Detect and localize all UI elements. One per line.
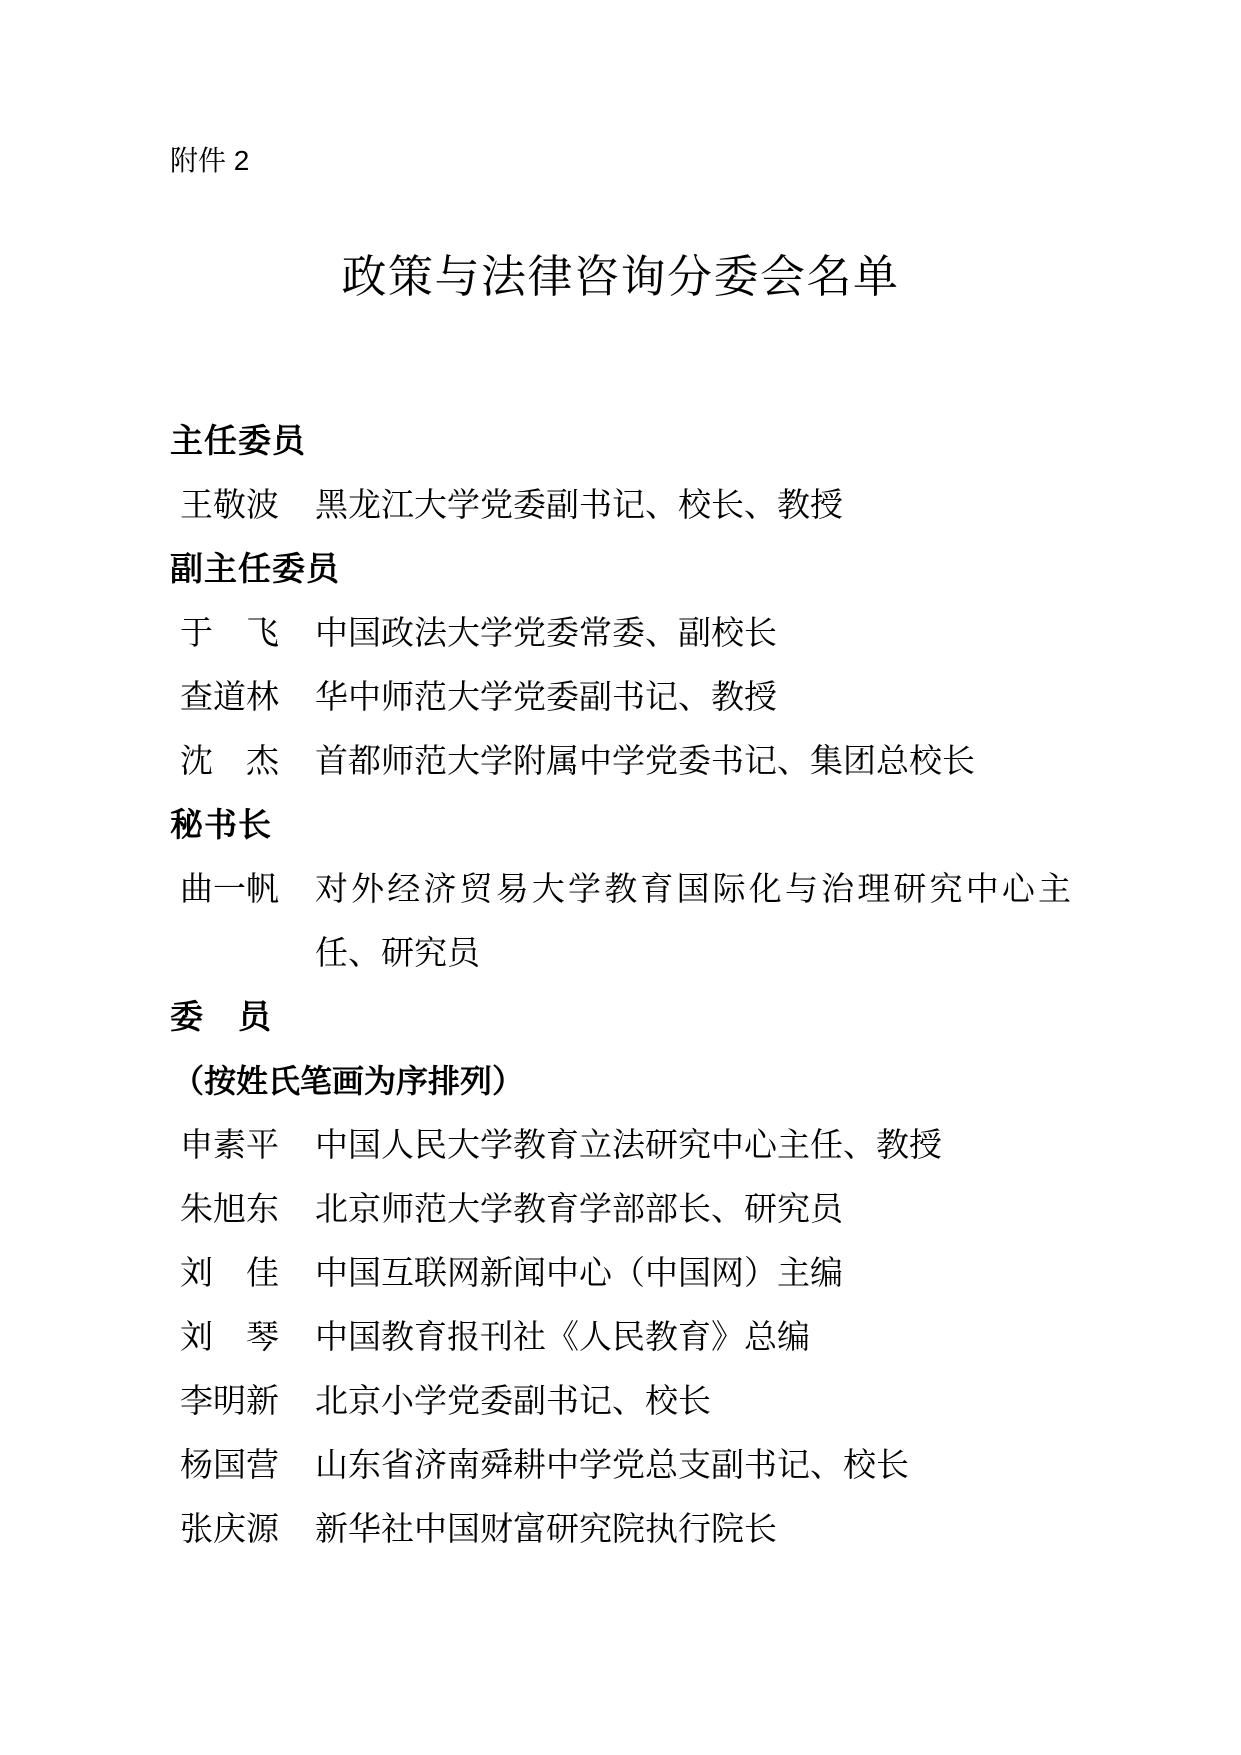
member-row (170, 1113, 1071, 1177)
member-name: 王敬波 (180, 486, 279, 523)
member-position: 对外经济贸易大学教育国际化与治理研究中心主任、研究员 (315, 870, 1071, 971)
member-name: 张庆源 (180, 1510, 279, 1547)
section-heading-members: 委 员 (170, 998, 272, 1035)
member-position: 北京小学党委副书记、校长 (315, 1382, 711, 1419)
member-name: 查道林 (180, 678, 279, 715)
sort-order-note: （按姓氏笔画为序排列） (172, 1063, 525, 1099)
member-position: 北京师范大学教育学部部长、研究员 (315, 1190, 843, 1227)
member-row (170, 473, 1071, 537)
member-name: 曲一帆 (180, 870, 279, 907)
member-row (170, 1177, 1071, 1241)
member-position: 中国政法大学党委常委、副校长 (315, 614, 777, 651)
member-name: 朱旭东 (180, 1190, 279, 1227)
member-row (170, 1241, 1071, 1305)
member-row (170, 857, 1071, 985)
member-row (170, 1369, 1071, 1433)
member-name: 李明新 (180, 1382, 279, 1419)
section-heading-secretary-general: 秘书长 (170, 806, 272, 843)
committee-list (170, 409, 1071, 1561)
member-position: 中国互联网新闻中心（中国网）主编 (315, 1254, 843, 1291)
member-row (170, 729, 1071, 793)
document-title: 政策与法律咨询分委会名单 (341, 251, 900, 302)
member-row (170, 1433, 1071, 1497)
member-row (170, 601, 1071, 665)
member-row (170, 1305, 1071, 1369)
member-name: 申素平 (180, 1126, 279, 1163)
member-position: 中国教育报刊社《人民教育》总编 (315, 1318, 810, 1355)
member-name: 刘 佳 (180, 1254, 279, 1291)
member-position: 华中师范大学党委副书记、教授 (315, 678, 777, 715)
attachment-label: 附件 2 (170, 145, 250, 176)
member-name: 杨国营 (180, 1446, 279, 1483)
member-position: 山东省济南舜耕中学党总支副书记、校长 (315, 1446, 909, 1483)
member-position: 中国人民大学教育立法研究中心主任、教授 (315, 1126, 942, 1163)
section-heading-director: 主任委员 (170, 422, 306, 459)
member-position: 新华社中国财富研究院执行院长 (315, 1510, 777, 1547)
member-name: 刘 琴 (180, 1318, 279, 1355)
member-row (170, 1497, 1071, 1561)
member-position: 首都师范大学附属中学党委书记、集团总校长 (315, 742, 975, 779)
section-heading-deputy-director: 副主任委员 (170, 550, 340, 587)
member-position: 黑龙江大学党委副书记、校长、教授 (315, 486, 843, 523)
member-name: 于 飞 (180, 614, 279, 651)
member-name: 沈 杰 (180, 742, 279, 779)
member-row (170, 665, 1071, 729)
